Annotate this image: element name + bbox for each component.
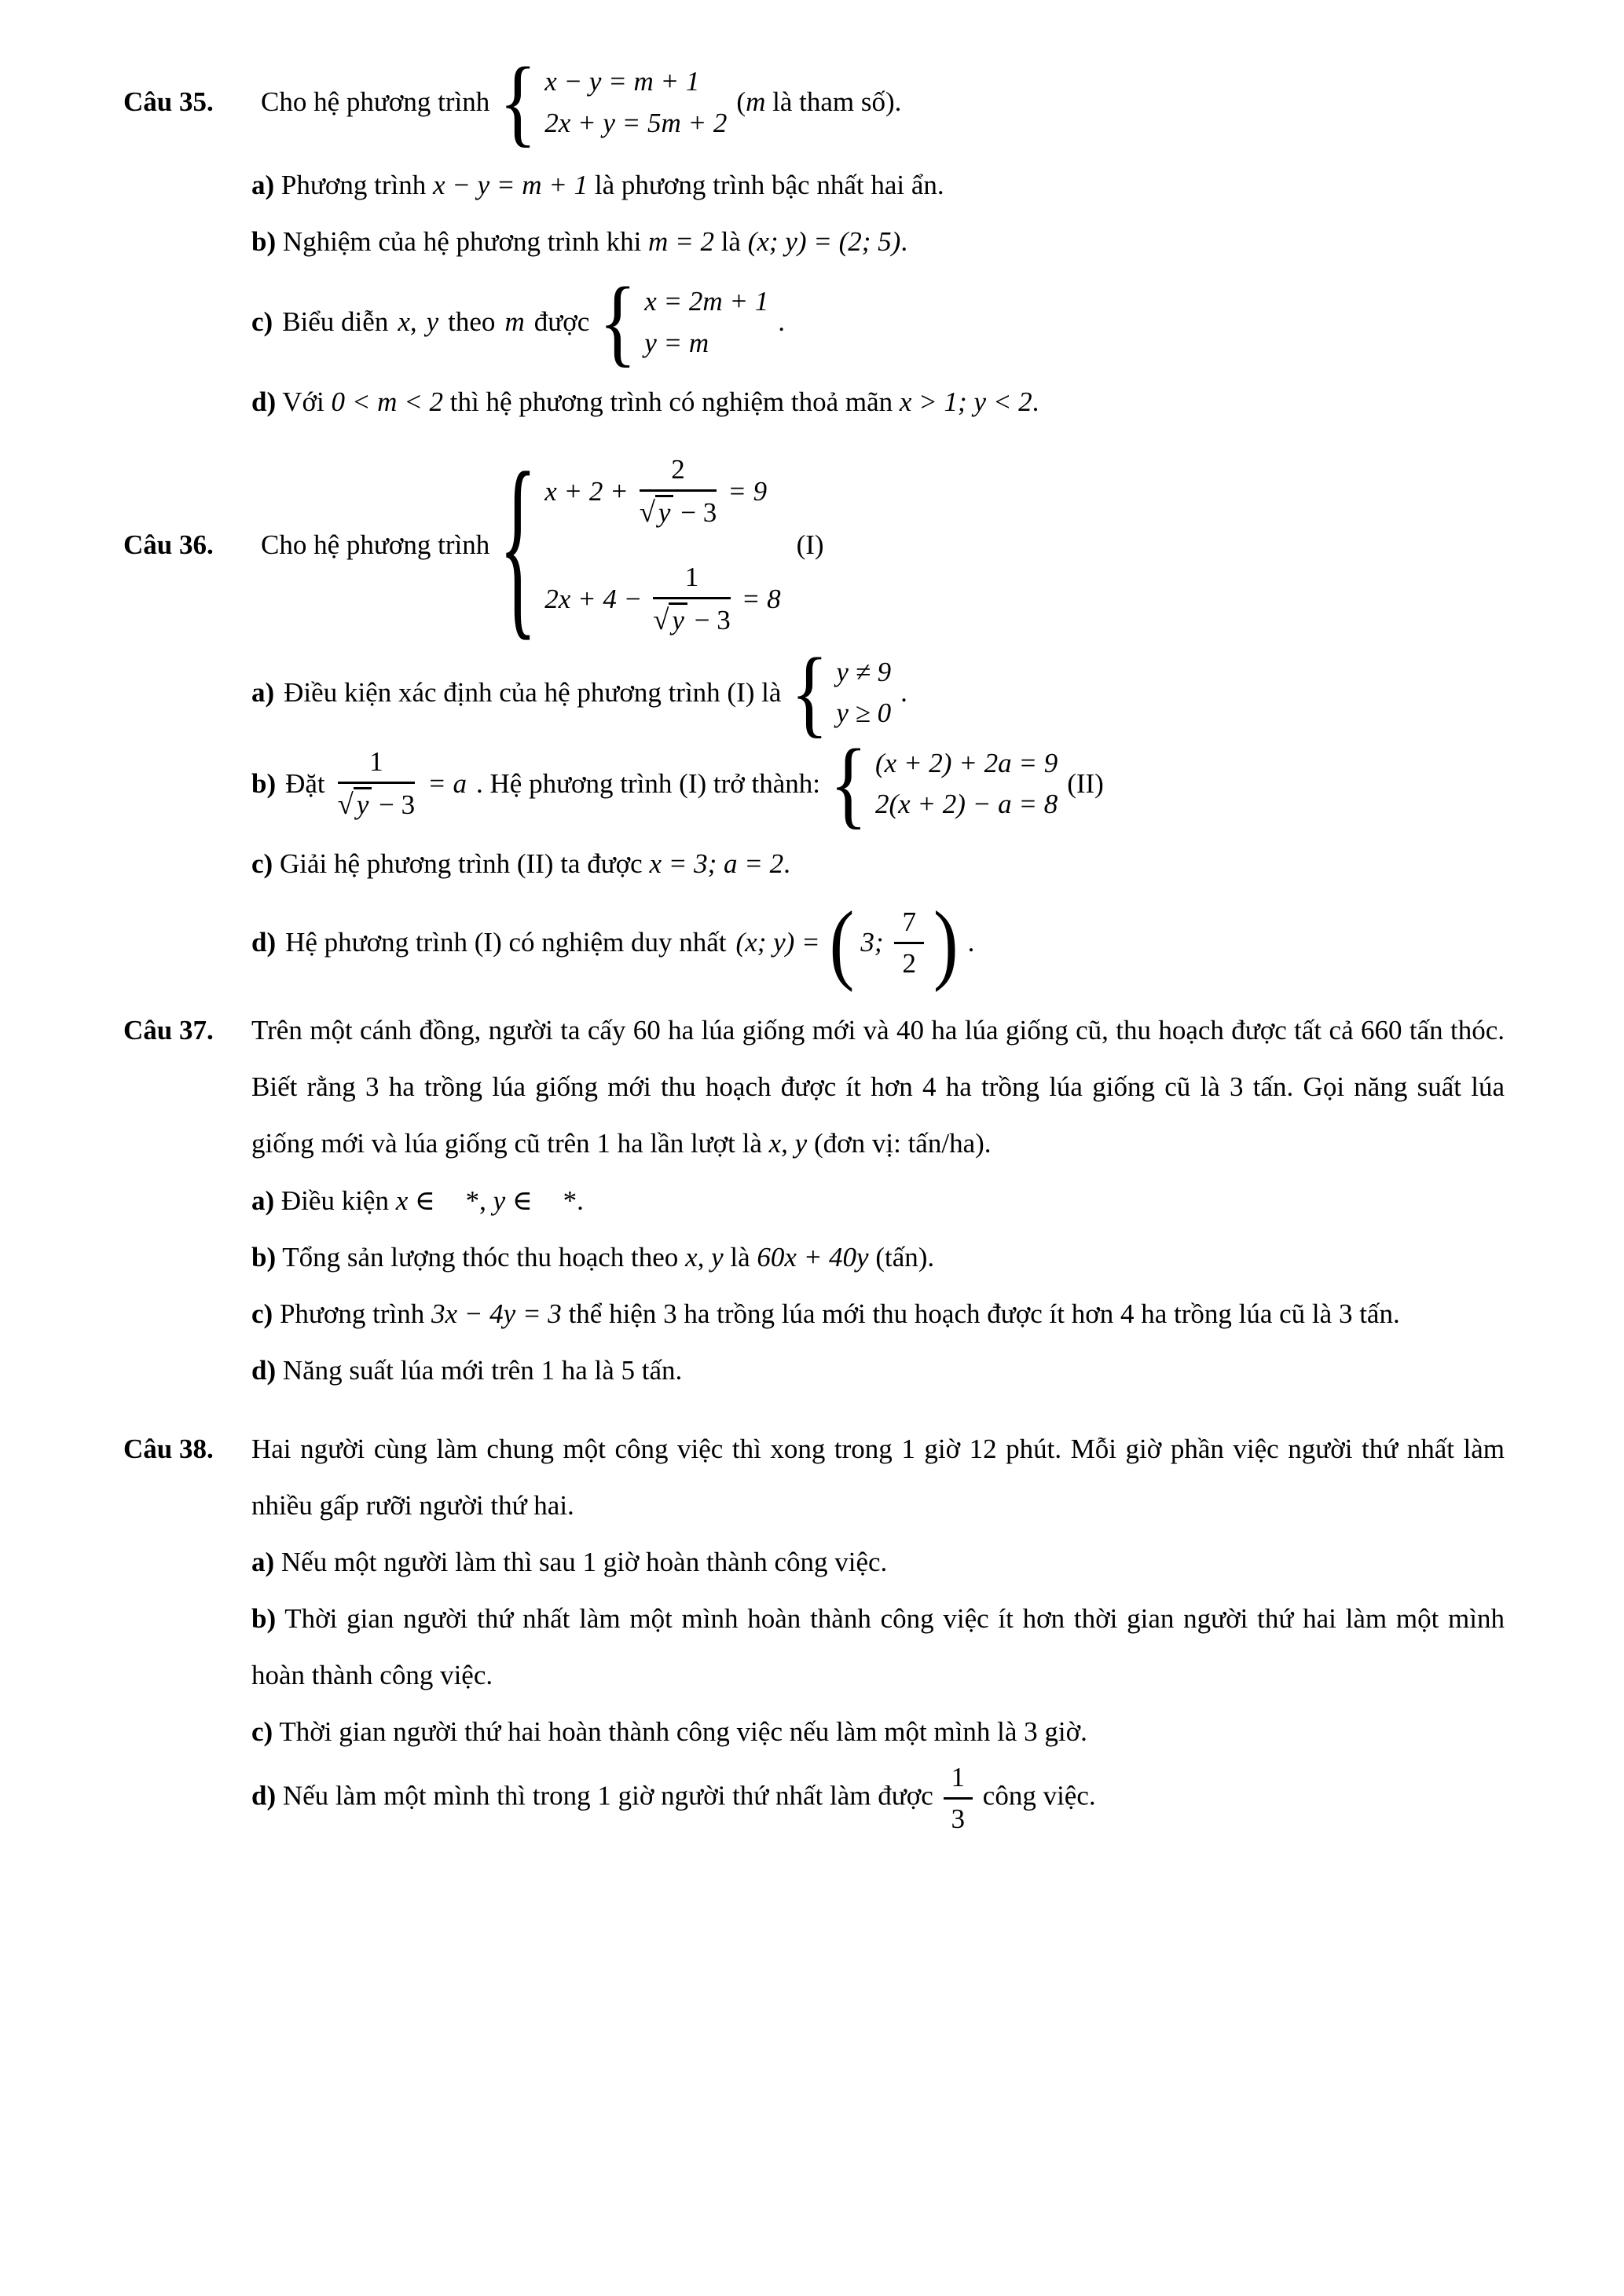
equation-line: y ≠ 9	[836, 656, 892, 687]
math-run: x − y = m + 1	[432, 170, 588, 200]
fraction-denominator: 2	[902, 947, 916, 979]
math-run: x ∈	[395, 1185, 435, 1216]
math-run: − 3	[379, 789, 416, 821]
statement-label: b)	[251, 1603, 277, 1635]
statement-c	[251, 267, 1505, 376]
radicand: y	[669, 602, 687, 635]
equation-line: x = 2m + 1	[644, 286, 769, 317]
intro-tail	[736, 86, 901, 118]
math-run: = 8	[741, 583, 781, 614]
math-run: (x; y) = (2; 5)	[747, 226, 901, 258]
statement-c	[251, 836, 1505, 892]
math-run: m	[504, 306, 525, 338]
left-paren-icon: (	[829, 892, 855, 992]
fraction-numerator: 7	[894, 905, 924, 944]
left-brace-icon: {	[499, 47, 537, 156]
text-run: là	[720, 226, 741, 258]
text-run: Nếu làm một mình thì trong 1 giờ người thứ nhất làm được	[282, 1780, 933, 1811]
statement-label: d)	[251, 386, 277, 418]
text-run: .	[967, 927, 975, 958]
system-equations	[836, 654, 891, 732]
statement-b	[251, 214, 1505, 270]
text-run: Hệ phương trình (I) có nghiệm duy nhất	[285, 927, 727, 958]
text-run: .	[778, 306, 786, 338]
fraction	[944, 1760, 973, 1836]
statement-d	[251, 1342, 1505, 1399]
math-run: x > 1; y < 2	[899, 386, 1032, 418]
solution-pair	[829, 892, 959, 992]
text-run: Trên một cánh đồng, người ta cấy 60 ha lúa giống mới và 40 ha lúa giống cũ, thu hoạch được tất cả 660 tấn thóc. Biết rằng 3 ha trồng lúa giống mới thu hoạch được ít hơn 4 ha trồng lúa giống cũ là 3 tấn. Gọi năng suất lúa giống mới và lúa giống cũ trên 1 ha lần lượt là	[251, 1015, 1505, 1159]
statement-label: a)	[251, 170, 275, 200]
system-tag: (I)	[796, 529, 824, 560]
question-38-body	[251, 1421, 1505, 1836]
text-run: là tham số).	[772, 86, 902, 117]
text-run: Thời gian người thứ hai hoàn thành công việc nếu làm một mình là 3 giờ.	[279, 1716, 1087, 1748]
statement-d	[251, 1760, 1505, 1836]
statement-label: d)	[251, 1354, 277, 1386]
left-brace-icon: {	[830, 728, 867, 838]
math-run: − 3	[680, 497, 717, 529]
radicand: y	[655, 495, 674, 528]
fraction-denominator	[640, 492, 717, 530]
text-run: Đặt	[285, 767, 325, 799]
intro-text: Cho hệ phương trình	[261, 86, 490, 117]
question-number: Câu 37.	[123, 1015, 214, 1046]
statement-a	[251, 157, 1505, 214]
text-run: Năng suất lúa mới trên 1 ha là 5 tấn.	[282, 1354, 683, 1386]
statement-label: c)	[251, 1716, 273, 1748]
equation-line: x − y = m + 1	[544, 66, 700, 97]
fraction-numerator: 1	[944, 1760, 973, 1800]
question-36-intro-row	[123, 430, 1505, 657]
sqrt-icon: √	[653, 602, 669, 635]
left-brace-icon: {	[499, 430, 537, 657]
equation-line: (x + 2) + 2a = 9	[875, 747, 1058, 778]
statement-d	[251, 892, 1505, 992]
equation-system	[499, 47, 728, 156]
system-equations	[544, 452, 780, 637]
math-run: y	[426, 306, 439, 338]
math-run: = a	[427, 767, 467, 799]
fraction	[640, 452, 717, 530]
pair-content	[854, 905, 933, 981]
equation-system	[599, 267, 769, 376]
math-run: x, y	[685, 1241, 724, 1273]
text-run: . Hệ phương trình (I) trở thành:	[476, 767, 820, 799]
math-run: x, y	[768, 1128, 808, 1159]
left-brace-icon: {	[599, 267, 637, 376]
math-run: 0 < m < 2	[331, 386, 444, 418]
text-run: Điều kiện	[280, 1185, 389, 1216]
statement-label: a)	[251, 1185, 275, 1216]
question-35	[123, 47, 1505, 430]
equation-system	[790, 637, 892, 747]
question-number: Câu 38.	[123, 1433, 214, 1464]
system-equations	[875, 745, 1058, 823]
math-run: 2x + 4 −	[544, 583, 643, 614]
statement-b	[251, 1229, 1505, 1286]
fraction-denominator	[653, 599, 730, 638]
text-run: theo	[448, 306, 496, 338]
text-run: Biểu diễn	[282, 306, 389, 338]
statement-label: d)	[251, 927, 277, 958]
text-run: thể hiện 3 ha trồng lúa mới thu hoạch được ít hơn 4 ha trồng lúa cũ là 3 tấn.	[568, 1298, 1400, 1329]
fraction	[338, 745, 415, 822]
statement-c	[251, 1286, 1505, 1342]
fraction	[653, 560, 730, 638]
text-run: là phương trình bậc nhất hai ẩn.	[594, 170, 944, 200]
math-run: m	[746, 86, 766, 117]
system-equations	[644, 283, 768, 361]
system-tag: (II)	[1067, 767, 1104, 799]
statement-label: a)	[251, 676, 275, 708]
statement-label: c)	[251, 306, 273, 338]
question-36	[123, 430, 1505, 992]
math-run: *.	[563, 1185, 584, 1216]
equation-line: y = m	[644, 327, 709, 358]
equation-line	[544, 452, 767, 530]
fraction-numerator: 2	[640, 452, 717, 492]
text-run: (tấn).	[875, 1241, 935, 1273]
sqrt-icon: √	[639, 496, 655, 529]
question-38	[123, 1421, 1505, 1836]
intro-text: Cho hệ phương trình	[261, 529, 490, 560]
radicand: y	[354, 787, 372, 820]
text-run: (đơn vị: tấn/ha).	[813, 1128, 992, 1159]
statement-label: d)	[251, 1780, 277, 1811]
question-35-statements	[123, 157, 1505, 430]
question-number: Câu 36.	[123, 529, 214, 560]
equation-line: y ≥ 0	[836, 698, 892, 729]
text-run: .	[783, 848, 790, 879]
fraction-denominator: 3	[951, 1803, 966, 1835]
math-run: 3;	[860, 927, 884, 958]
math-run: m = 2	[648, 226, 714, 258]
text-run: Thời gian người thứ nhất làm một mình hoàn thành công việc ít hơn thời gian người thứ hai làm một mình hoàn thành công việc.	[251, 1603, 1505, 1691]
math-run: = 9	[728, 476, 768, 507]
fraction	[894, 905, 924, 981]
left-brace-icon: {	[790, 637, 829, 747]
math-run: 3x − 4y = 3	[431, 1298, 562, 1329]
text-run: được	[533, 306, 590, 338]
fraction-denominator	[338, 784, 415, 822]
math-run: 60x + 40y	[757, 1241, 869, 1273]
statement-label: a)	[251, 1547, 275, 1578]
statement-c	[251, 1704, 1505, 1760]
text-run: thì hệ phương trình có nghiệm thoả mãn	[449, 386, 893, 418]
text-run: Giải hệ phương trình (II) ta được	[279, 848, 643, 879]
text-run: .	[900, 676, 907, 708]
math-run: (x; y) =	[735, 927, 820, 958]
equation-line: 2(x + 2) − a = 8	[875, 789, 1058, 820]
system-equations	[544, 63, 727, 141]
statement-a	[251, 1534, 1505, 1591]
question-number: Câu 35.	[123, 86, 214, 117]
question-36-statements	[123, 637, 1505, 992]
text-run: Nếu một người làm thì sau 1 giờ hoàn thành công việc.	[280, 1547, 888, 1578]
statement-label: b)	[251, 767, 277, 799]
right-paren-icon: )	[933, 892, 959, 992]
statement-a	[251, 1173, 1505, 1229]
text-run: .	[1032, 386, 1039, 418]
equation-line: 2x + y = 5m + 2	[544, 107, 728, 138]
statement-d	[251, 374, 1505, 430]
statement-b	[251, 1591, 1505, 1704]
statement-a	[251, 637, 1505, 747]
fraction-numerator: 1	[653, 560, 730, 599]
text-run: là	[730, 1241, 750, 1273]
question-37-body	[251, 1002, 1505, 1399]
equation-system	[830, 728, 1058, 838]
math-run: x + 2 +	[544, 476, 629, 507]
text-run: Phương trình	[280, 170, 427, 200]
text-run: Nghiệm của hệ phương trình khi	[282, 226, 642, 258]
equation-line	[544, 560, 780, 638]
math-run: − 3	[694, 604, 731, 635]
text-run: công việc.	[982, 1780, 1096, 1811]
text-run: Tổng sản lượng thóc thu hoạch theo	[282, 1241, 679, 1273]
statement-label: c)	[251, 1298, 273, 1329]
statement-label: b)	[251, 226, 277, 258]
equation-system	[499, 430, 781, 657]
math-run: x,	[398, 306, 417, 338]
math-run: *,	[465, 1185, 486, 1216]
math-run: y ∈	[493, 1185, 533, 1216]
statement-label: c)	[251, 848, 273, 879]
text-run: (	[736, 86, 746, 117]
math-run: x = 3; a = 2	[649, 848, 784, 879]
text-run: .	[900, 226, 908, 258]
question-body-text: Hai người cùng làm chung một công việc thì xong trong 1 giờ 12 phút. Mỗi giờ phần việc người thứ nhất làm nhiều gấp rưỡi người thứ hai.	[251, 1433, 1505, 1521]
text-run: Phương trình	[279, 1298, 425, 1329]
sqrt-icon: √	[337, 788, 354, 821]
statement-b	[251, 728, 1505, 838]
question-37	[123, 1002, 1505, 1399]
statement-label: b)	[251, 1241, 277, 1273]
text-run: Với	[282, 386, 324, 418]
text-run: Điều kiện xác định của hệ phương trình (I) là	[284, 676, 782, 708]
fraction-numerator: 1	[338, 745, 415, 784]
question-35-intro-row	[123, 47, 1505, 156]
question-body-text	[251, 1002, 1505, 1172]
